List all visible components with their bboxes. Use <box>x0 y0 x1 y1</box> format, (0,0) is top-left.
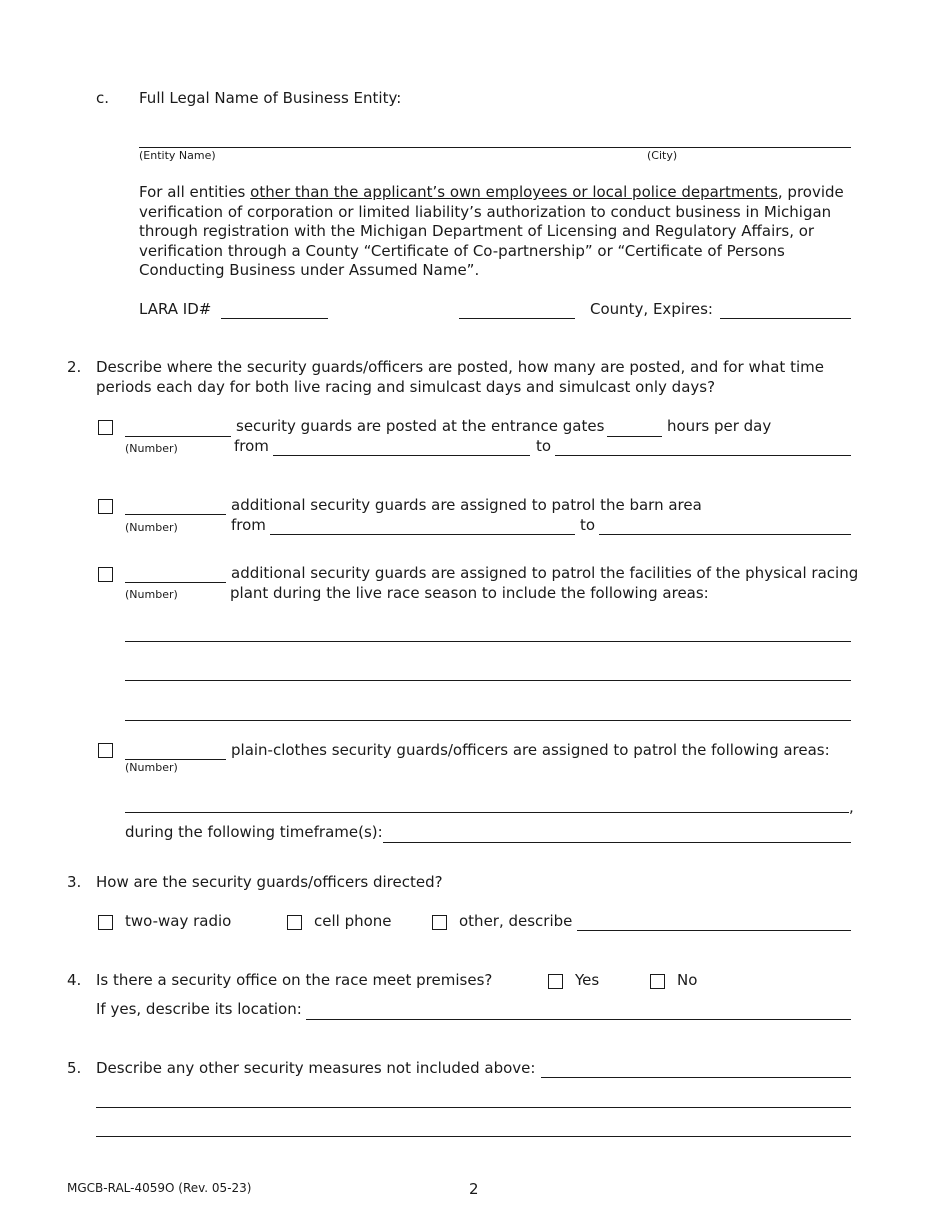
plain-clothes-checkbox[interactable] <box>98 743 113 758</box>
two-way-radio-checkbox[interactable] <box>98 915 113 930</box>
other-measures-field-3[interactable] <box>96 1136 851 1137</box>
entrance-hours-field[interactable] <box>607 436 662 437</box>
timeframe-field[interactable] <box>383 842 851 843</box>
hours-per-day-label: hours per day <box>667 417 772 435</box>
facilities-guards-number-field[interactable] <box>125 582 226 583</box>
other-describe-field[interactable] <box>577 930 851 931</box>
yes-label: Yes <box>575 971 600 989</box>
entrance-gates-text: security guards are posted at the entrance gates <box>236 417 605 435</box>
no-checkbox[interactable] <box>650 974 665 989</box>
entrance-from-field[interactable] <box>273 455 530 456</box>
plain-clothes-number-caption: (Number) <box>125 761 178 774</box>
entrance-guards-number-field[interactable] <box>125 436 231 437</box>
entity-name-caption: (Entity Name) <box>139 149 216 162</box>
lara-id-field[interactable] <box>221 318 328 319</box>
item-c-marker: c. <box>96 89 110 107</box>
item-c-label: Full Legal Name of Business Entity: <box>139 89 402 107</box>
plain-clothes-comma: , <box>849 798 854 816</box>
location-field[interactable] <box>306 1019 851 1020</box>
facilities-areas-field-2[interactable] <box>125 680 851 681</box>
plain-clothes-areas-field[interactable] <box>125 812 849 813</box>
q3-number: 3. <box>67 873 82 891</box>
facilities-line1: additional security guards are assigned to patrol the facilities of the physical racing <box>231 564 859 582</box>
county-expires-field[interactable] <box>720 318 851 319</box>
entrance-number-caption: (Number) <box>125 442 178 455</box>
form-id: MGCB-RAL-4059O (Rev. 05-23) <box>67 1181 252 1195</box>
q2-line1: Describe where the security guards/officers are posted, how many are posted, and for what time <box>96 358 824 376</box>
entrance-to-field[interactable] <box>555 455 851 456</box>
lara-id-label: LARA ID# <box>139 300 212 318</box>
verification-paragraph: For all entities other than the applicant’s own employees or local police departments, provide verification of corporation or limited liability’s authorization to conduct business in Michigan through registration with the Michigan Department of Licensing and Regulatory Affairs, or verification through a County “Certificate of Co-partnership” or “Certificate of Persons Conducting Business under Assumed Name”. <box>139 183 844 280</box>
barn-from-label: from <box>231 516 266 534</box>
q4-number: 4. <box>67 971 82 989</box>
county-field[interactable] <box>459 318 575 319</box>
q5-question: Describe any other security measures not included above: <box>96 1059 536 1077</box>
yes-checkbox[interactable] <box>548 974 563 989</box>
q2-number: 2. <box>67 358 82 376</box>
no-label: No <box>677 971 698 989</box>
q3-question: How are the security guards/officers directed? <box>96 873 443 891</box>
barn-area-text: additional security guards are assigned to patrol the barn area <box>231 496 702 514</box>
entrance-gates-checkbox[interactable] <box>98 420 113 435</box>
barn-number-caption: (Number) <box>125 521 178 534</box>
entrance-from-label: from <box>234 437 269 455</box>
other-measures-field-1[interactable] <box>541 1077 851 1078</box>
facilities-number-caption: (Number) <box>125 588 178 601</box>
facilities-areas-field-3[interactable] <box>125 720 851 721</box>
plain-clothes-number-field[interactable] <box>125 759 226 760</box>
barn-to-label: to <box>580 516 596 534</box>
cell-phone-label: cell phone <box>314 912 392 930</box>
barn-to-field[interactable] <box>599 534 851 535</box>
other-describe-label: other, describe <box>459 912 573 930</box>
barn-area-checkbox[interactable] <box>98 499 113 514</box>
cell-phone-checkbox[interactable] <box>287 915 302 930</box>
entity-name-city-field[interactable] <box>139 147 851 148</box>
other-measures-field-2[interactable] <box>96 1107 851 1108</box>
q2-line2: periods each day for both live racing and simulcast days and simulcast only days? <box>96 378 716 396</box>
plain-clothes-text: plain-clothes security guards/officers are assigned to patrol the following areas: <box>231 741 830 759</box>
barn-guards-number-field[interactable] <box>125 514 226 515</box>
facilities-checkbox[interactable] <box>98 567 113 582</box>
barn-from-field[interactable] <box>270 534 575 535</box>
page-number: 2 <box>469 1180 479 1198</box>
q5-number: 5. <box>67 1059 82 1077</box>
other-checkbox[interactable] <box>432 915 447 930</box>
county-expires-label: County, Expires: <box>590 300 713 318</box>
facilities-line2: plant during the live race season to include the following areas: <box>230 584 709 602</box>
location-label: If yes, describe its location: <box>96 1000 302 1018</box>
timeframe-label: during the following timeframe(s): <box>125 823 383 841</box>
two-way-radio-label: two-way radio <box>125 912 232 930</box>
q4-question: Is there a security office on the race meet premises? <box>96 971 493 989</box>
facilities-areas-field-1[interactable] <box>125 641 851 642</box>
city-caption: (City) <box>647 149 678 162</box>
entrance-to-label: to <box>536 437 552 455</box>
